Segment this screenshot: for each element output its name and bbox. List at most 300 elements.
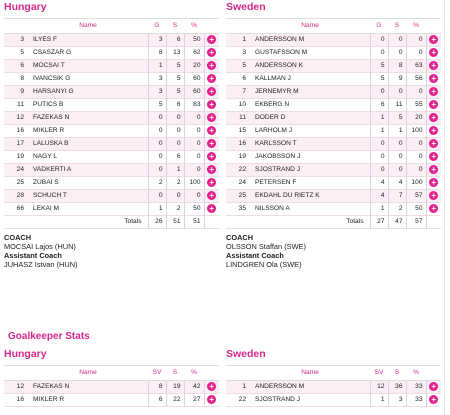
player-number: 25 — [4, 177, 28, 190]
stat-percent: 0 — [406, 164, 426, 177]
table-row — [226, 73, 441, 86]
table-row — [226, 381, 441, 394]
stat-percent: 33 — [406, 381, 426, 394]
table-row — [226, 125, 441, 138]
stat-percent: 0 — [406, 34, 426, 47]
stat-percent: 83 — [184, 99, 204, 112]
plus-icon[interactable]: + — [429, 152, 438, 161]
stat-shots: 0 — [166, 138, 184, 151]
stat-percent: 0 — [184, 125, 204, 138]
expand-cell — [426, 99, 441, 112]
stat-g: 1 — [370, 203, 388, 216]
plus-icon[interactable]: + — [207, 382, 216, 391]
stat-shots: 3 — [388, 394, 406, 407]
stat-percent: 60 — [184, 86, 204, 99]
stat-g: 4 — [370, 177, 388, 190]
stat-shots: 0 — [388, 34, 406, 47]
stat-g: 1 — [148, 203, 166, 216]
stat-percent: 0 — [406, 151, 426, 164]
table-header-row — [226, 19, 441, 34]
stat-shots: 6 — [166, 151, 184, 164]
expand-cell — [204, 164, 219, 177]
player-number: 35 — [226, 203, 250, 216]
stat-percent: 62 — [184, 47, 204, 60]
stat-percent: 0 — [184, 138, 204, 151]
totals-empty — [204, 216, 219, 229]
table-row — [226, 34, 441, 47]
stat-percent: 63 — [406, 60, 426, 73]
player-number: 1 — [226, 381, 250, 394]
plus-icon[interactable]: + — [207, 191, 216, 200]
player-number: 3 — [226, 47, 250, 60]
player-number: 19 — [4, 151, 28, 164]
column-header[interactable] — [4, 19, 28, 34]
table-row — [4, 203, 219, 216]
away-assistant-name: LINDGREN Ola (SWE) — [226, 260, 302, 269]
away-goalkeeper-table — [226, 365, 441, 407]
expand-cell — [204, 99, 219, 112]
stat-shots: 19 — [166, 381, 184, 394]
table-header-row — [226, 366, 441, 381]
stat-g: 0 — [370, 34, 388, 47]
expand-cell — [204, 177, 219, 190]
plus-icon[interactable]: + — [429, 87, 438, 96]
expand-cell — [426, 177, 441, 190]
stat-g: 0 — [148, 138, 166, 151]
totals-percent: 51 — [184, 216, 204, 229]
expand-cell — [426, 164, 441, 177]
stat-g: 0 — [370, 47, 388, 60]
plus-icon[interactable]: + — [429, 35, 438, 44]
totals-shots: 51 — [166, 216, 184, 229]
stat-g: 3 — [148, 73, 166, 86]
stat-shots: 5 — [166, 73, 184, 86]
home-coaching-staff — [4, 233, 219, 269]
home-panel — [4, 0, 219, 269]
column-header[interactable]: S — [388, 366, 406, 381]
plus-icon[interactable]: + — [207, 74, 216, 83]
home-goalkeeper-table — [4, 365, 219, 407]
table-row — [226, 190, 441, 203]
column-header[interactable] — [204, 19, 219, 34]
column-header[interactable]: SV — [370, 366, 388, 381]
totals-row — [226, 216, 441, 229]
stat-percent: 50 — [184, 34, 204, 47]
stat-shots: 36 — [388, 381, 406, 394]
table-row — [226, 86, 441, 99]
stat-percent: 27 — [184, 394, 204, 407]
player-number: 6 — [226, 73, 250, 86]
player-name[interactable]: SCHUCH T — [28, 190, 148, 203]
expand-cell — [426, 381, 441, 394]
stat-shots: 0 — [388, 164, 406, 177]
column-header[interactable]: Name — [250, 19, 370, 34]
table-header-row — [4, 366, 219, 381]
away-gk-panel — [226, 347, 441, 407]
player-number: 22 — [226, 164, 250, 177]
plus-icon[interactable]: + — [429, 126, 438, 135]
column-header[interactable]: G — [148, 19, 166, 34]
column-header[interactable]: S — [166, 19, 184, 34]
expand-cell — [204, 112, 219, 125]
player-number: 15 — [226, 125, 250, 138]
player-name[interactable]: ILYES F — [28, 34, 148, 47]
totals-label: Totals — [226, 216, 370, 229]
stat-shots: 0 — [166, 112, 184, 125]
expand-cell — [204, 73, 219, 86]
plus-icon[interactable]: + — [207, 178, 216, 187]
player-name[interactable]: MIKLER R — [28, 125, 148, 138]
expand-cell — [426, 86, 441, 99]
table-row — [226, 60, 441, 73]
stat-percent: 100 — [406, 125, 426, 138]
stat-sv: 1 — [370, 394, 388, 407]
column-header[interactable]: S — [388, 19, 406, 34]
player-name[interactable]: PUTICS B — [28, 99, 148, 112]
player-number: 16 — [4, 125, 28, 138]
stat-percent: 100 — [406, 177, 426, 190]
column-header[interactable]: % — [184, 19, 204, 34]
plus-icon[interactable]: + — [207, 48, 216, 57]
stat-shots: 7 — [388, 190, 406, 203]
expand-cell — [204, 381, 219, 394]
totals-goals: 27 — [370, 216, 388, 229]
stat-percent: 20 — [406, 112, 426, 125]
column-header[interactable]: S — [166, 366, 184, 381]
stat-percent: 55 — [406, 99, 426, 112]
stat-shots: 4 — [388, 177, 406, 190]
table-row — [4, 177, 219, 190]
table-row — [4, 86, 219, 99]
away-assistant-label: Assistant Coach — [226, 251, 284, 260]
column-header[interactable]: Name — [250, 366, 370, 381]
totals-goals: 26 — [148, 216, 166, 229]
right-divider — [444, 0, 445, 415]
player-name[interactable]: DODER D — [250, 112, 370, 125]
player-name[interactable]: KALLMAN J — [250, 73, 370, 86]
stat-shots: 6 — [166, 99, 184, 112]
stat-shots: 0 — [166, 125, 184, 138]
player-number: 3 — [4, 34, 28, 47]
stat-percent: 0 — [406, 138, 426, 151]
table-header-row — [4, 19, 219, 34]
plus-icon[interactable]: + — [207, 113, 216, 122]
column-header[interactable]: % — [406, 366, 426, 381]
expand-cell — [426, 73, 441, 86]
player-name[interactable]: HARSANYI G — [28, 86, 148, 99]
table-row — [4, 190, 219, 203]
stat-percent: 50 — [184, 203, 204, 216]
player-number: 1 — [226, 34, 250, 47]
plus-icon[interactable]: + — [429, 382, 438, 391]
stat-shots: 2 — [166, 177, 184, 190]
player-name[interactable]: JERNEMYR M — [250, 86, 370, 99]
totals-shots: 47 — [388, 216, 406, 229]
player-number: 25 — [226, 190, 250, 203]
column-header[interactable]: Name — [28, 366, 148, 381]
table-row — [226, 47, 441, 60]
away-coaching-staff — [226, 233, 441, 269]
player-name[interactable]: SJOSTRAND J — [250, 394, 370, 407]
plus-icon[interactable]: + — [207, 87, 216, 96]
stat-shots: 0 — [388, 138, 406, 151]
column-header[interactable] — [426, 19, 441, 34]
player-name[interactable]: PETERSEN F — [250, 177, 370, 190]
stat-percent: 0 — [184, 112, 204, 125]
stat-percent: 20 — [184, 60, 204, 73]
table-row — [4, 394, 219, 407]
player-name[interactable]: ANDERSSON M — [250, 34, 370, 47]
stat-percent: 57 — [406, 190, 426, 203]
totals-percent: 57 — [406, 216, 426, 229]
plus-icon[interactable]: + — [429, 178, 438, 187]
column-header[interactable]: Name — [28, 19, 148, 34]
plus-icon[interactable]: + — [429, 113, 438, 122]
stat-percent: 0 — [184, 190, 204, 203]
column-header[interactable] — [226, 366, 250, 381]
home-player-table — [4, 18, 219, 229]
stat-shots: 8 — [388, 60, 406, 73]
player-name[interactable]: EKDAHL DU RIETZ K — [250, 190, 370, 203]
plus-icon[interactable]: + — [207, 61, 216, 70]
player-name[interactable]: NAGY L — [28, 151, 148, 164]
column-header[interactable] — [204, 366, 219, 381]
away-player-table — [226, 18, 441, 229]
table-row — [4, 381, 219, 394]
stat-shots: 0 — [388, 151, 406, 164]
stat-g: 3 — [148, 86, 166, 99]
player-number: 28 — [4, 190, 28, 203]
home-coach-label: COACH — [4, 233, 32, 242]
expand-cell — [426, 60, 441, 73]
table-row — [4, 112, 219, 125]
stat-shots: 1 — [166, 164, 184, 177]
home-team-title: Hungary — [4, 1, 47, 13]
player-name[interactable]: GUSTAFSSON M — [250, 47, 370, 60]
stat-g: 0 — [370, 86, 388, 99]
plus-icon[interactable]: + — [429, 191, 438, 200]
plus-icon[interactable]: + — [207, 100, 216, 109]
away-panel — [226, 0, 441, 269]
stat-percent: 60 — [184, 73, 204, 86]
stat-g: 0 — [148, 112, 166, 125]
player-name[interactable]: EKBERG N — [250, 99, 370, 112]
stat-shots: 0 — [388, 47, 406, 60]
player-number: 12 — [4, 381, 28, 394]
stat-g: 0 — [148, 151, 166, 164]
stat-shots: 5 — [166, 60, 184, 73]
table-row — [226, 177, 441, 190]
plus-icon[interactable]: + — [207, 139, 216, 148]
table-row — [226, 99, 441, 112]
stat-g: 0 — [148, 190, 166, 203]
home-assistant-name: JUHASZ Istvan (HUN) — [4, 260, 78, 269]
stat-sv: 6 — [148, 394, 166, 407]
player-number: 7 — [226, 86, 250, 99]
expand-cell — [204, 34, 219, 47]
player-name[interactable]: IVANCSIK G — [28, 73, 148, 86]
column-header[interactable] — [4, 366, 28, 381]
stat-g: 1 — [148, 60, 166, 73]
player-name[interactable]: FAZEKAS N — [28, 381, 148, 394]
player-number: 5 — [226, 60, 250, 73]
player-name[interactable]: LARHOLM J — [250, 125, 370, 138]
player-name[interactable]: MIKLER R — [28, 394, 148, 407]
player-name[interactable]: LEKAI M — [28, 203, 148, 216]
player-number: 24 — [226, 177, 250, 190]
stat-g: 5 — [148, 99, 166, 112]
player-number: 22 — [226, 394, 250, 407]
table-row — [4, 164, 219, 177]
player-number: 8 — [4, 73, 28, 86]
stat-g: 6 — [370, 99, 388, 112]
plus-icon[interactable]: + — [207, 126, 216, 135]
plus-icon[interactable]: + — [429, 395, 438, 404]
expand-cell — [204, 138, 219, 151]
stat-percent: 100 — [184, 177, 204, 190]
totals-label: Totals — [4, 216, 148, 229]
plus-icon[interactable]: + — [429, 100, 438, 109]
expand-cell — [204, 86, 219, 99]
stat-percent: 0 — [406, 47, 426, 60]
player-number: 6 — [4, 60, 28, 73]
plus-icon[interactable]: + — [429, 204, 438, 213]
plus-icon[interactable]: + — [429, 48, 438, 57]
player-number: 19 — [226, 151, 250, 164]
away-team-title: Sweden — [226, 1, 266, 13]
column-header[interactable]: % — [406, 19, 426, 34]
stat-g: 0 — [148, 125, 166, 138]
expand-cell — [204, 203, 219, 216]
stat-shots: 1 — [388, 125, 406, 138]
player-name[interactable]: MOCSAI T — [28, 60, 148, 73]
stat-g: 8 — [148, 47, 166, 60]
player-number: 66 — [4, 203, 28, 216]
player-name[interactable]: NILSSON A — [250, 203, 370, 216]
stat-percent: 50 — [406, 203, 426, 216]
plus-icon[interactable]: + — [429, 165, 438, 174]
table-row — [4, 73, 219, 86]
table-row — [4, 47, 219, 60]
stat-shots: 5 — [166, 86, 184, 99]
stat-percent: 0 — [184, 164, 204, 177]
player-number: 10 — [226, 99, 250, 112]
stat-shots: 0 — [166, 190, 184, 203]
expand-cell — [426, 47, 441, 60]
stat-percent: 33 — [406, 394, 426, 407]
plus-icon[interactable]: + — [207, 152, 216, 161]
player-name[interactable]: ZUBAI S — [28, 177, 148, 190]
plus-icon[interactable]: + — [429, 139, 438, 148]
totals-empty — [426, 216, 441, 229]
expand-cell — [204, 60, 219, 73]
table-row — [4, 125, 219, 138]
player-name[interactable]: LALUSKA B — [28, 138, 148, 151]
column-header[interactable] — [426, 366, 441, 381]
stat-percent: 0 — [184, 151, 204, 164]
plus-icon[interactable]: + — [207, 204, 216, 213]
expand-cell — [426, 138, 441, 151]
expand-cell — [426, 394, 441, 407]
away-coach-name: OLSSON Staffan (SWE) — [226, 242, 306, 251]
player-name[interactable]: SJOSTRAND J — [250, 164, 370, 177]
goalkeeper-stats-heading: Goalkeeper Stats — [8, 331, 90, 342]
expand-cell — [426, 203, 441, 216]
stat-g: 0 — [148, 164, 166, 177]
away-coach-label: COACH — [226, 233, 254, 242]
stat-shots: 22 — [166, 394, 184, 407]
table-row — [4, 138, 219, 151]
stat-g: 0 — [370, 151, 388, 164]
away-gk-team-title: Sweden — [226, 348, 266, 360]
player-number: 9 — [4, 86, 28, 99]
stat-percent: 42 — [184, 381, 204, 394]
player-name[interactable]: CSASZAR G — [28, 47, 148, 60]
expand-cell — [204, 151, 219, 164]
table-row — [226, 203, 441, 216]
player-name[interactable]: FAZEKAS N — [28, 112, 148, 125]
player-name[interactable]: VADKERTI A — [28, 164, 148, 177]
plus-icon[interactable]: + — [429, 74, 438, 83]
column-header[interactable]: SV — [148, 366, 166, 381]
player-number: 12 — [4, 112, 28, 125]
stat-shots: 2 — [388, 203, 406, 216]
plus-icon[interactable]: + — [207, 165, 216, 174]
home-assistant-label: Assistant Coach — [4, 251, 62, 260]
plus-icon[interactable]: + — [207, 395, 216, 404]
player-name[interactable]: JAKOBSSON J — [250, 151, 370, 164]
table-row — [226, 151, 441, 164]
stat-shots: 0 — [388, 86, 406, 99]
expand-cell — [204, 394, 219, 407]
player-number: 5 — [4, 47, 28, 60]
stat-g: 1 — [370, 112, 388, 125]
home-gk-panel — [4, 347, 219, 407]
table-row — [226, 138, 441, 151]
player-number: 11 — [4, 99, 28, 112]
stat-g: 2 — [148, 177, 166, 190]
player-number: 17 — [4, 138, 28, 151]
column-header[interactable]: % — [184, 366, 204, 381]
table-row — [226, 394, 441, 407]
player-name[interactable]: KARLSSON T — [250, 138, 370, 151]
expand-cell — [204, 125, 219, 138]
expand-cell — [204, 47, 219, 60]
column-header[interactable] — [226, 19, 250, 34]
player-name[interactable]: ANDERSSON M — [250, 381, 370, 394]
plus-icon[interactable]: + — [207, 35, 216, 44]
stat-g: 1 — [370, 125, 388, 138]
player-name[interactable]: ANDERSSON K — [250, 60, 370, 73]
stat-sv: 12 — [370, 381, 388, 394]
column-header[interactable]: G — [370, 19, 388, 34]
home-gk-team-title: Hungary — [4, 348, 47, 360]
player-number: 16 — [226, 138, 250, 151]
stat-g: 0 — [370, 138, 388, 151]
table-row — [4, 99, 219, 112]
player-number: 11 — [226, 112, 250, 125]
stat-g: 5 — [370, 73, 388, 86]
plus-icon[interactable]: + — [429, 61, 438, 70]
stat-g: 5 — [370, 60, 388, 73]
expand-cell — [426, 112, 441, 125]
stat-g: 0 — [370, 164, 388, 177]
expand-cell — [426, 151, 441, 164]
table-row — [4, 34, 219, 47]
expand-cell — [204, 190, 219, 203]
stat-sv: 8 — [148, 381, 166, 394]
table-row — [4, 60, 219, 73]
